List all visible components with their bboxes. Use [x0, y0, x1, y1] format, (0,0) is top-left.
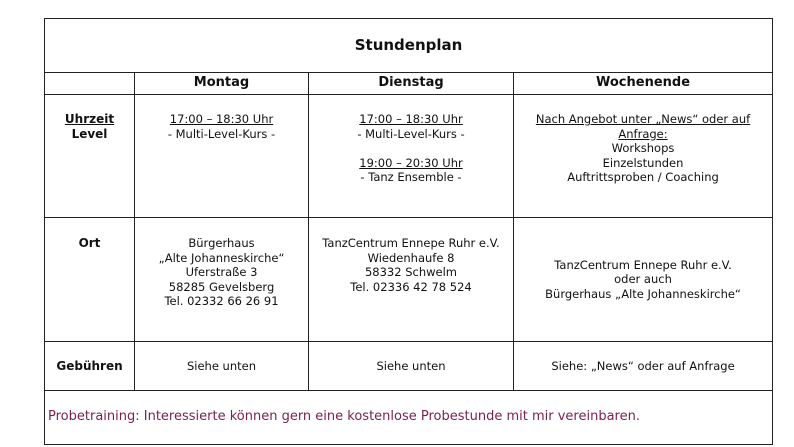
address-line: Uferstraße 3 [185, 265, 258, 279]
header-row [45, 73, 773, 95]
wochenende-intro: Nach Angebot unter „News“ oder auf Anfrage: [535, 112, 751, 141]
header-empty [45, 73, 135, 95]
montag-time: 17:00 – 18:30 Uhr [169, 112, 274, 126]
address-line: Bürgerhaus [188, 236, 255, 250]
cell-montag-ort [135, 218, 309, 342]
dienstag-course-1: - Multi-Level-Kurs - [357, 126, 465, 141]
dienstag-time-2: 19:00 – 20:30 Uhr [359, 155, 463, 170]
address-line: Bürgerhaus „Alte Johanneskirche“ [545, 286, 741, 301]
table-title: Stundenplan [45, 19, 773, 73]
cell-dienstag-ort [309, 218, 514, 342]
address-line: Wiedenhaufe 8 [367, 250, 455, 265]
header-dienstag: Dienstag [309, 73, 514, 95]
address-line: TanzCentrum Ennepe Ruhr e.V. [554, 257, 732, 272]
cell-wochenende-gebuehren: Siehe: „News“ oder auf Anfrage [514, 342, 773, 391]
label-level: Level [71, 126, 108, 141]
table-row-uhrzeit [45, 95, 773, 218]
address-line: 58285 Gevelsberg [168, 279, 275, 294]
address-line: TanzCentrum Ennepe Ruhr e.V. [322, 236, 500, 250]
address-line: oder auch [614, 272, 672, 287]
wochenende-item: Workshops [611, 141, 675, 155]
address-line: 58332 Schwelm [364, 265, 458, 279]
probetraining-note: Probetraining: Interessierte können gern eine kostenlose Probestunde mit mir vereinbaren. [45, 391, 773, 445]
dienstag-time-1: 17:00 – 18:30 Uhr [359, 112, 463, 126]
cell-montag-uhrzeit [135, 95, 309, 218]
label-uhrzeit: Uhrzeit [64, 112, 115, 126]
row-label-ort: Ort [45, 218, 135, 342]
row-label-gebuehren: Gebühren [45, 342, 135, 391]
address-line: Tel. 02336 42 78 524 [350, 279, 472, 294]
dienstag-course-2: - Tanz Ensemble - [360, 170, 462, 184]
cell-wochenende-uhrzeit [514, 95, 773, 218]
header-wochenende: Wochenende [514, 73, 773, 95]
row-label-uhrzeit [45, 95, 135, 218]
table-row-ort [45, 218, 773, 342]
cell-dienstag-gebuehren: Siehe unten [309, 342, 514, 391]
table-row-gebuehren [45, 342, 773, 391]
header-montag: Montag [135, 73, 309, 95]
address-line: „Alte Johanneskirche“ [158, 250, 285, 265]
schedule-table [44, 18, 773, 445]
cell-dienstag-uhrzeit [309, 95, 514, 218]
wochenende-item: Einzelstunden [602, 155, 684, 170]
cell-montag-gebuehren: Siehe unten [135, 342, 309, 391]
montag-course: - Multi-Level-Kurs - [167, 126, 276, 141]
address-line: Tel. 02332 66 26 91 [164, 294, 279, 308]
cell-wochenende-ort [514, 218, 773, 342]
schedule-sheet [44, 18, 772, 425]
wochenende-item: Auftrittsproben / Coaching [567, 170, 719, 184]
